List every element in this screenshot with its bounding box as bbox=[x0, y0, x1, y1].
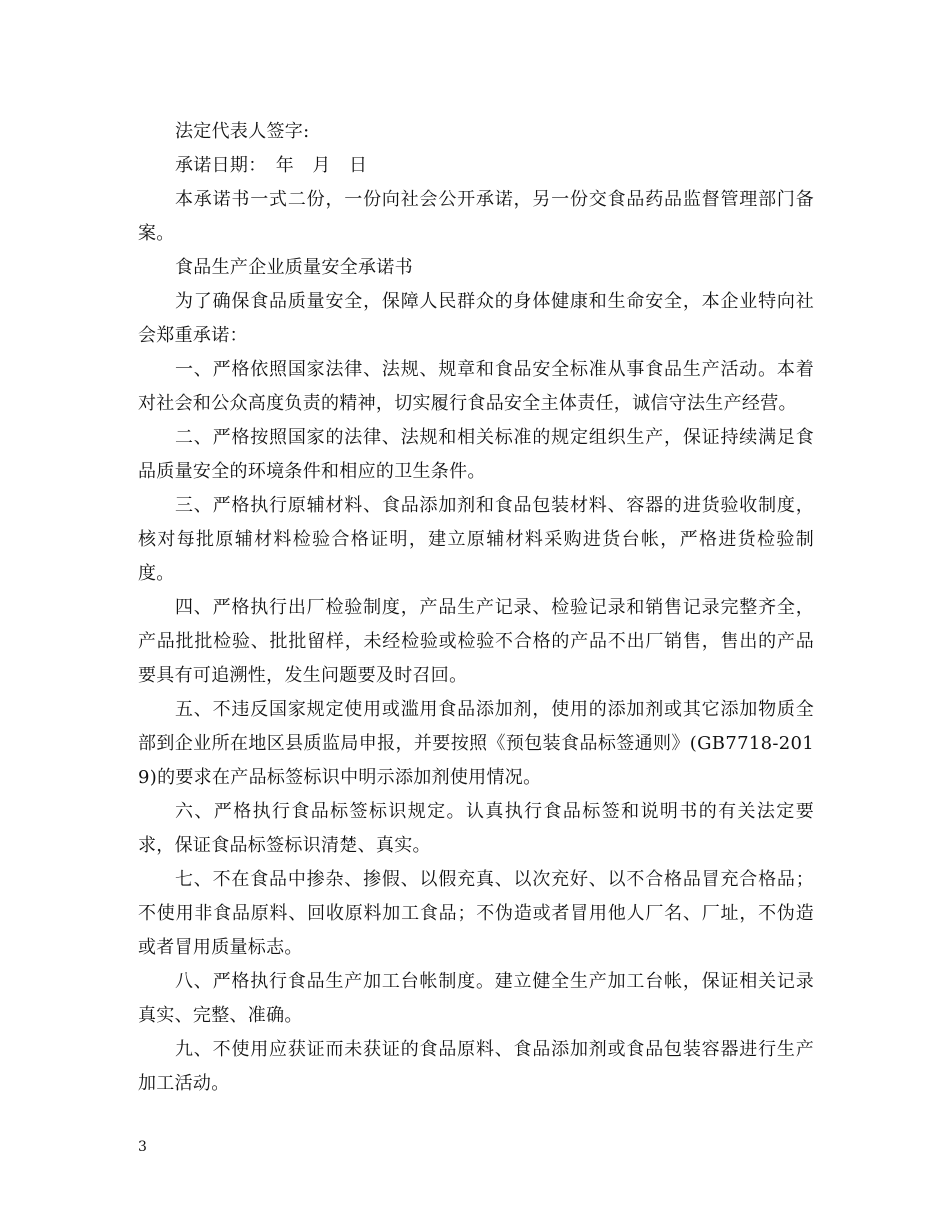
commitment-item-2: 二、严格按照国家的法律、法规和相关标准的规定组织生产，保证持续满足食品质量安全的环境条件和相应的卫生条件。 bbox=[138, 427, 814, 482]
signature-line: 法定代表人签字: bbox=[175, 121, 310, 142]
intro-paragraph: 为了确保食品质量安全，保障人民群众的身体健康和生命安全，本企业特向社会郑重承诺： bbox=[138, 291, 814, 346]
section-title: 食品生产企业质量安全承诺书 bbox=[175, 257, 413, 278]
commitment-item-5: 五、不违反国家规定使用或滥用食品添加剂，使用的添加剂或其它添加物质全部到企业所在地区县质监局申报，并要按照《预包装食品标签通则》(GB7718-2019)的要求在产品标签标识中明示添加剂使用情况。 bbox=[138, 699, 814, 788]
commitment-item-7: 七、不在食品中掺杂、掺假、以假充真、以次充好、以不合格品冒充合格品；不使用非食品原料、回收原料加工食品；不伪造或者冒用他人厂名、厂址，不伪造或者冒用质量标志。 bbox=[138, 869, 814, 958]
commitment-item-9: 九、不使用应获证而未获证的食品原料、食品添加剂或食品包装容器进行生产加工活动。 bbox=[138, 1039, 814, 1094]
copies-note: 本承诺书一式二份，一份向社会公开承诺，另一份交食品药品监督管理部门备案。 bbox=[138, 189, 814, 244]
commitment-item-8: 八、严格执行食品生产加工台帐制度。建立健全生产加工台帐，保证相关记录真实、完整、准确。 bbox=[138, 971, 814, 1026]
document-body bbox=[138, 115, 814, 1101]
commitment-item-1: 一、严格依照国家法律、法规、规章和食品安全标准从事食品生产活动。本着对社会和公众高度负责的精神，切实履行食品安全主体责任，诚信守法生产经营。 bbox=[138, 359, 814, 414]
commitment-date: 承诺日期： 年 月 日 bbox=[175, 155, 368, 176]
commitment-item-4: 四、严格执行出厂检验制度，产品生产记录、检验记录和销售记录完整齐全，产品批批检验、批批留样，未经检验或检验不合格的产品不出厂销售，售出的产品要具有可追溯性，发生问题要及时召回。 bbox=[138, 597, 814, 686]
commitment-item-3: 三、严格执行原辅材料、食品添加剂和食品包装材料、容器的进货验收制度，核对每批原辅材料检验合格证明，建立原辅材料采购进货台帐，严格进货检验制度。 bbox=[138, 495, 814, 584]
commitment-item-6: 六、严格执行食品标签标识规定。认真执行食品标签和说明书的有关法定要求，保证食品标签标识清楚、真实。 bbox=[138, 801, 814, 856]
page-number: 3 bbox=[138, 1139, 147, 1155]
